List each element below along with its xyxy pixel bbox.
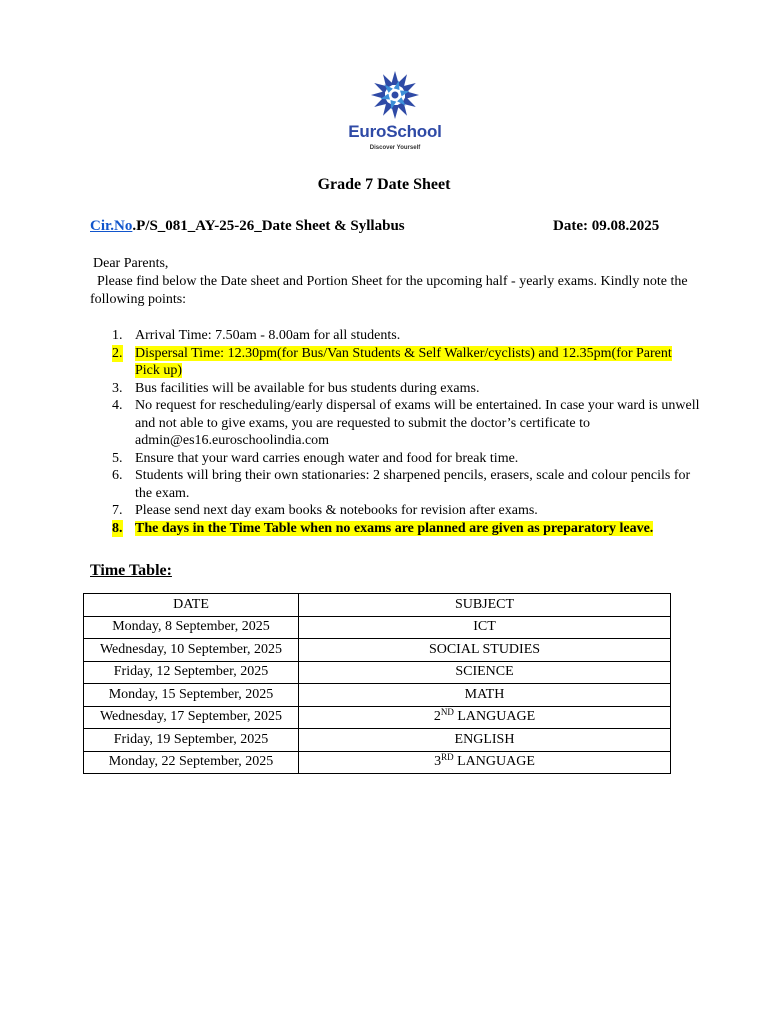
circular-date: Date: 09.08.2025 [553,218,660,234]
subject-cell: ENGLISH [299,729,671,752]
greeting: Dear Parents, [93,256,169,271]
intro-paragraph [90,273,700,308]
table-row [84,706,671,729]
column-header-date: DATE [84,594,299,617]
subject-cell: SCIENCE [299,661,671,684]
table-row [84,729,671,752]
table-row [84,661,671,684]
list-item: 3. Bus facilities will be available for bus students during exams. [112,380,480,396]
table-row [84,639,671,662]
circular-code: .P/S_081_AY-25-26_Date Sheet & Syllabus [132,218,405,234]
list-item: 4. No request for rescheduling/early dispersal of exams will be entertained. In case your ward is unwell and not able to give exams, you are requested to submit the doctor’s certificate to admin@es16.euroschoolindia.com [112,398,700,448]
date-cell: Monday, 22 September, 2025 [84,751,299,774]
timetable-label: Time Table: [90,562,172,579]
page-title: Grade 7 Date Sheet [317,176,451,193]
table-row [84,751,671,774]
instructions-list [90,327,700,537]
school-logo [330,64,460,160]
subject-cell: 2ND LANGUAGE [299,706,671,729]
list-item: 1. Arrival Time: 7.50am - 8.00am for all students. [112,328,401,343]
column-header-subject: SUBJECT [299,594,671,617]
date-cell: Wednesday, 10 September, 2025 [84,639,299,662]
subject-cell: MATH [299,684,671,707]
list-item: 6. Students will bring their own stationaries: 2 sharpened pencils, erasers, scale and colour pencils for the exam. [112,468,691,501]
subject-cell: 3RD LANGUAGE [299,751,671,774]
list-item: 5. Ensure that your ward carries enough water and food for break time. [112,450,519,466]
logo-name: EuroSchool [348,122,442,141]
date-cell: Monday, 15 September, 2025 [84,684,299,707]
logo-tagline: Discover Yourself [369,145,421,151]
timetable [83,593,671,774]
list-item-highlighted: 8. The days in the Time Table when no exams are planned are given as preparatory leave. [112,520,654,536]
circular-number [90,218,405,235]
date-cell: Wednesday, 17 September, 2025 [84,706,299,729]
list-item: 7. Please send next day exam books & notebooks for revision after exams. [112,503,538,518]
date-cell: Friday, 19 September, 2025 [84,729,299,752]
circular-link[interactable]: Cir.No [90,218,133,234]
list-item-highlighted: 2. Dispersal Time: 12.30pm(for Bus/Van Students & Self Walker/cyclists) and 12.35pm(for Parent Pick up) [112,345,672,378]
date-cell: Monday, 8 September, 2025 [84,616,299,639]
subject-cell: ICT [299,616,671,639]
table-row [84,616,671,639]
euroschool-star-icon [370,70,420,120]
subject-cell: SOCIAL STUDIES [299,639,671,662]
intro-text: Please find below the Date sheet and Portion Sheet for the upcoming half - yearly exams. Kindly note the following points: [90,274,688,307]
table-header-row [84,594,671,617]
table-row [84,684,671,707]
date-cell: Friday, 12 September, 2025 [84,661,299,684]
